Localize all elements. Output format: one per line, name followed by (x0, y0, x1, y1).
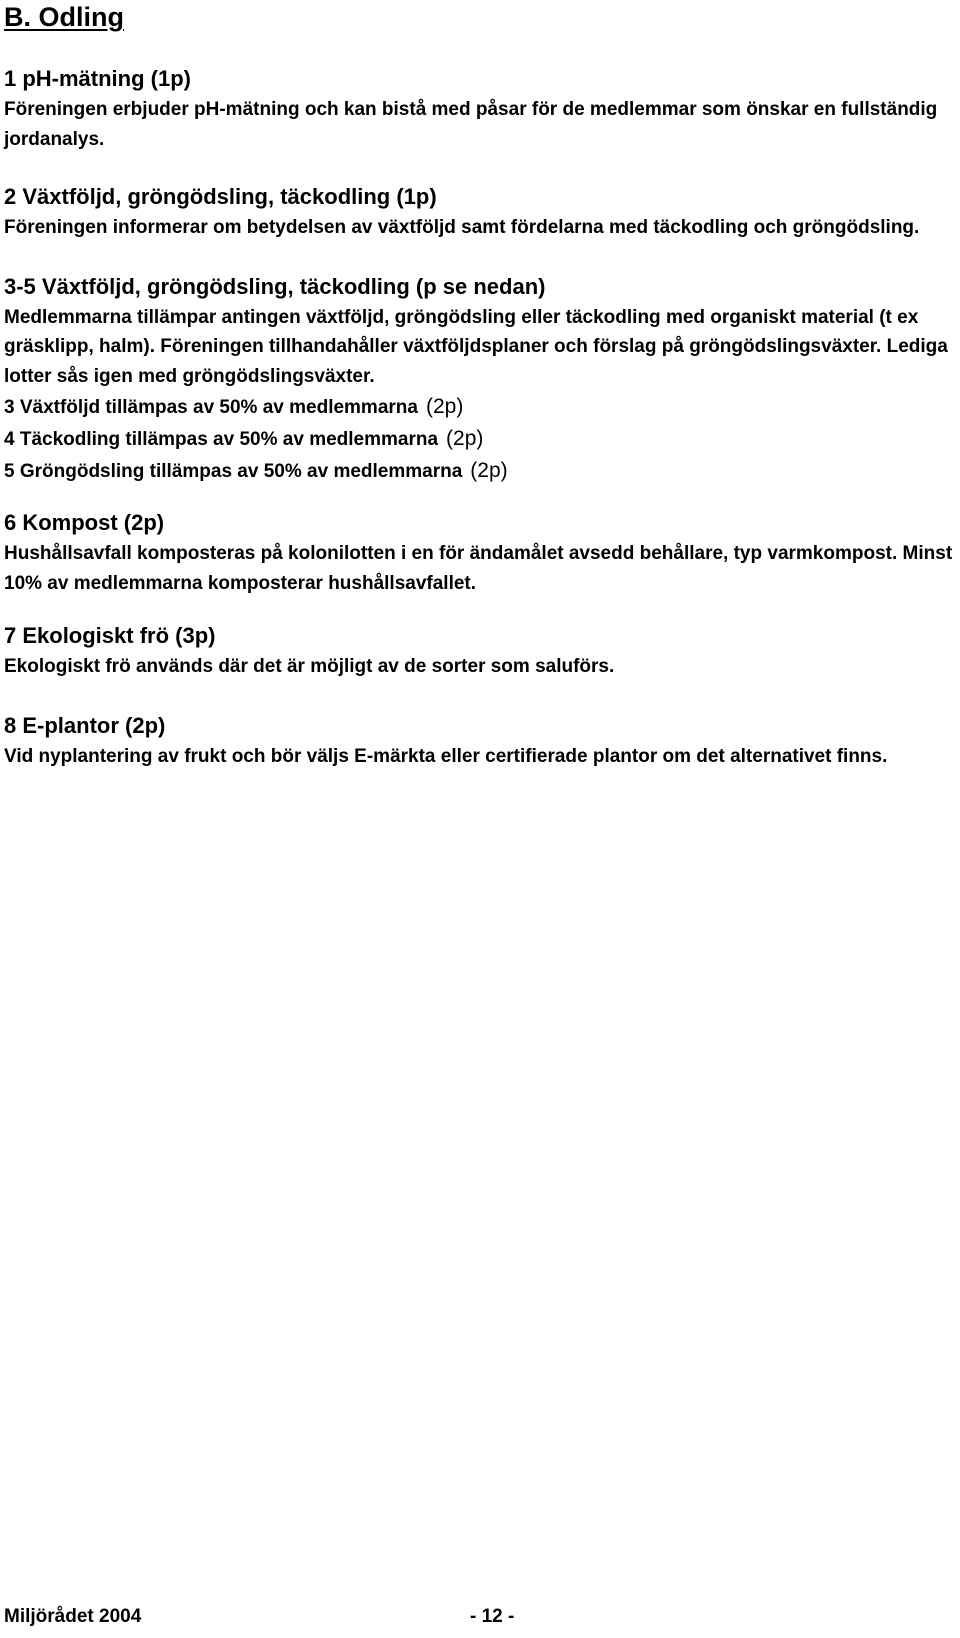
page-number: - 12 - (470, 1606, 515, 1627)
section-e-plantor (4, 712, 956, 772)
section-ekologiskt-fro (4, 622, 956, 682)
section-title: 1 pH-mätning (1p) (4, 66, 191, 91)
list-item-points: (2p) (470, 459, 508, 482)
list-item-text: 5 Gröngödsling tillämpas av 50% av medlemmarna (4, 461, 463, 482)
footer-source: Miljörådet 2004 (4, 1606, 142, 1627)
list-item-text: 4 Täckodling tillämpas av 50% av medlemmarna (4, 429, 439, 450)
section-title: 8 E-plantor (2p) (4, 712, 166, 738)
list-item-text: 3 Växtföljd tillämpas av 50% av medlemmarna (4, 397, 418, 418)
section-kompost (4, 509, 956, 598)
list-item (4, 391, 956, 423)
page-title: B. Odling (4, 2, 124, 32)
section-title: 2 Växtföljd, gröngödsling, täckodling (1p) (4, 184, 437, 209)
list-item (4, 423, 956, 455)
list-item (4, 455, 956, 487)
section-body: Vid nyplantering av frukt och bör väljs E-märkta eller certifierade plantor om det alternativet finns. (4, 745, 888, 767)
section-title: 7 Ekologiskt frö (3p) (4, 623, 216, 648)
section-body: Föreningen erbjuder pH-mätning och kan bistå med påsar för de medlemmar som önskar en fullständig jordanalys. (4, 99, 938, 150)
section-vaxtfoljd-tillampning (4, 273, 956, 488)
list-item-points: (2p) (425, 395, 464, 418)
section-body: Ekologiskt frö används där det är möjligt av de sorter som saluförs. (4, 656, 615, 677)
section-body: Medlemmarna tillämpar antingen växtföljd, gröngödsling eller täckodling med organiskt material (t ex gräsklipp, halm). Föreningen tillhandahåller växtföljdsplaner och förslag på gröngödslingsväxter. Lediga lotter sås igen med gröngödslingsväxter. (4, 306, 948, 387)
section-body: Hushållsavfall komposteras på kolonilotten i en för ändamålet avsedd behållare, typ varmkompost. Minst 10% av medlemmarna komposterar hushållsavfallet. (4, 543, 953, 594)
section-vaxtfoljd-info (4, 183, 956, 243)
section-title: 3-5 Växtföljd, gröngödsling, täckodling (p se nedan) (4, 273, 546, 299)
section-ph-matning (4, 65, 956, 154)
section-body: Föreningen informerar om betydelsen av växtföljd samt fördelarna med täckodling och gröngödsling. (4, 217, 920, 238)
section-title: 6 Kompost (2p) (4, 510, 165, 535)
list-item-points: (2p) (446, 427, 484, 450)
